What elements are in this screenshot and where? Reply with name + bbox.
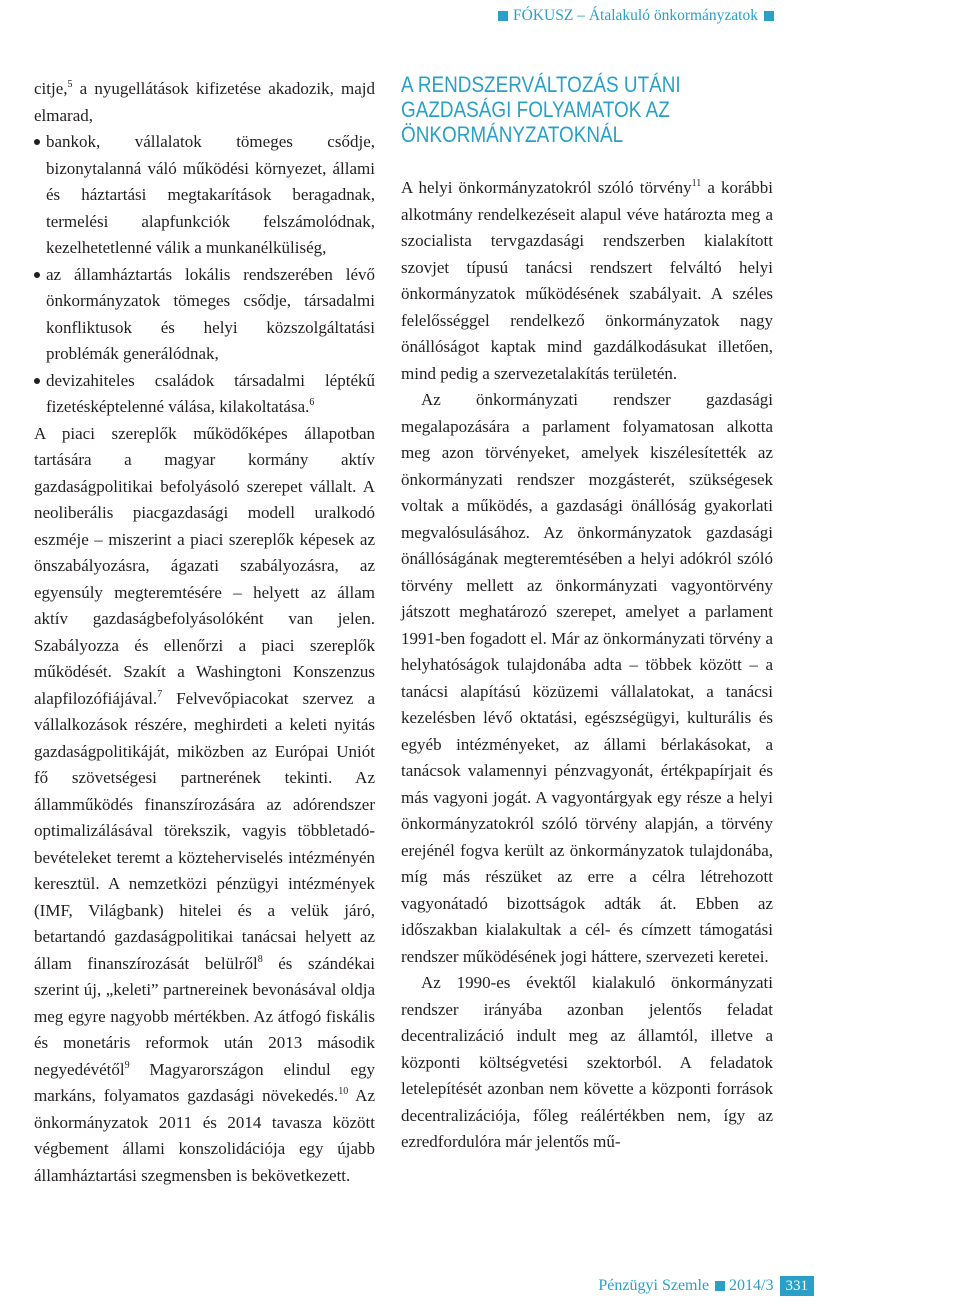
running-header — [498, 7, 774, 25]
bullet-list — [34, 129, 375, 421]
footnote-ref-5: 5 — [67, 79, 73, 90]
running-footer — [598, 1276, 814, 1296]
body-paragraph: Az 1990-es évektől kialakuló önkormányzati rendszer irányába azonban jelentős feladat decentralizáció indult meg az államtól, illetve a központi költségvetési szektorból. A feladatok letelepítését azonban nem követte a központi források decentralizációja, főleg reálértékben nem, így az ezredfordulóra már jelentős mű- — [401, 973, 773, 1151]
bullet-item — [34, 262, 375, 368]
bullet-text: devizahiteles családok társadalmi léptékű fizetésképtelenné válása, kilakoltatása. — [46, 370, 375, 416]
bullet-text: bankok, vállalatok tömeges csődje, bizonytalanná váló működési környezet, állami és háztartási megtakarítások beragadnak, termelési alapfunkciók felszámolódnak, kezelhetetlenné válik a munkanélküliség, — [46, 132, 375, 257]
intro-text: citje, — [34, 79, 68, 98]
bullet-text: az államháztartás lokális rendszerében lévő önkormányzatok tömeges csődje, társadalmi konfliktusok és helyi közszolgáltatási problémák generálódnak, — [46, 264, 375, 363]
square-bullet-icon — [498, 11, 508, 21]
paragraph-text: és szándékai szerint új, „keleti” partnereinek bevonásával oldja meg egyre nagyobb mértékben. Az átfogó fiskális és monetáris reformok után 2013 második negyedévétől — [34, 953, 375, 1079]
intro-paragraph — [34, 76, 375, 129]
body-paragraph — [401, 175, 773, 387]
paragraph-text: A piaci szereplők működőképes állapotban tartására a magyar kormány aktív gazdaságpolitikai befolyásoló szerepet vállalt. A neoliberális piacgazdasági modell uralkodó eszméje – miszerint a piaci szereplők képesek az önszabályozásra, ágazati szabályozásra, az egyensúly megteremtésére – helyett az állam aktív gazdaságbefolyásolóként van jelen. Szabályozza és ellenőrzi a piaci szereplők működését. Szakít a Washingtoni Konszenzus alapfilozófiájával. — [34, 423, 375, 708]
body-paragraph: Az önkormányzati rendszer gazdasági megalapozására a parlament folyamatosan alkotta meg azon törvényeket, amelyek kiszélesítették az önkormányzati rendszer mozgásterét, szükségesek voltak a működés, a gazdasági önállóság gyakorlati megvalósulásához. Az önkormányzatok gazdasági önállóságának megteremtésében a helyi adókról szóló törvény mellett az önkormányzati vagyontörvény játszott meghatározó szerepet, amelyet a parlament 1991-ben fogadott el. Már az önkormányzati törvény a helyhatóságok tulajdonába adta – többek között – a tanácsi alapítású közüzemi vállalatokat, a tanácsi kezelésben lévő oktatási, egészségügyi, kulturális és egyéb intézményeket, az állami bérlakásokat, a tanácsok valamennyi pénzvagyonát, értékpapírjait és más vagyoni jogát. A vagyontárgyak egy része a helyi önkormányzatokról szóló törvény alapján, a törvény erejénél fogva került az önkormányzatok tulajdonába, míg más részüket az erre a célra létrehozott vagyonátadó bizottságok adták át. Ebben az időszakban kialakultak a cél- és címzett támogatási rendszer működésének jogi háttere, szervezeti keretei. — [401, 390, 773, 966]
left-column — [34, 76, 375, 1189]
journal-name: Pénzügyi Szemle — [598, 1277, 710, 1294]
journal-issue: 2014/3 — [729, 1277, 774, 1294]
paragraph-text: Magyarországon elindul egy markáns, folyamatos gazdasági növekedés. — [34, 1059, 375, 1105]
intro-rest: a nyugellátások kifizetése akadozik, majd elmarad, — [34, 79, 375, 125]
body-paragraph — [34, 421, 375, 1190]
footnote-ref-6: 6 — [309, 397, 315, 408]
page-number: 331 — [780, 1276, 815, 1296]
header-section: FÓKUSZ — [513, 7, 574, 24]
square-bullet-icon — [715, 1281, 725, 1291]
footnote-ref-10: 10 — [338, 1086, 349, 1097]
footnote-ref-8: 8 — [257, 953, 263, 965]
header-separator: – — [573, 7, 589, 24]
paragraph-text: Felvevőpiacokat szervez a vállalkozások részére, meghirdeti a keleti nyitás gazdaságpolitikáját, miközben az Európai Uniót fő szövetségesi partnerének tekinti. Az államműködés finanszírozására az adórendszer optimalizálásával törekszik, vagyis többletadó-bevételeket teremt a közteherviselés intézményén keresztül. A nemzetközi pénzügyi intézmények (IMF, Világbank) hitelei és a velük járó, betartandó gazdaságpolitikai tanácsai helyett az állam finanszírozását belülről — [34, 688, 375, 973]
bullet-item — [34, 368, 375, 421]
paragraph-text: A helyi önkormányzatokról szóló törvény — [401, 178, 692, 197]
square-bullet-icon — [764, 11, 774, 21]
bullet-item — [34, 129, 375, 262]
header-title: Átalakuló önkormányzatok — [588, 7, 758, 24]
footnote-ref-9: 9 — [124, 1059, 130, 1071]
right-column — [401, 72, 773, 1156]
footnote-ref-7: 7 — [157, 688, 163, 700]
paragraph-text: Az önkormányzatok 2011 és 2014 tavasza között végbement állami konszolidációja egy újabb államháztartási szegmensben is bekövetkezett. — [34, 1086, 375, 1185]
paragraph-text: a korábbi alkotmány rendelkezéseit alapul véve határozta meg a szocialista tervgazdasági rendszerben kialakított szovjet típusú tanácsi rendszert felváltó helyi önkormányzatok működésének szabályait. A széles felelősséggel rendelkező önkormányzatok nagy önállóságot kaptak mind gazdálkodásukat illetően, mind pedig a szervezetalakítás területén. — [401, 178, 773, 383]
footnote-ref-11: 11 — [691, 178, 702, 189]
section-heading: A RENDSZERVÁLTOZÁS UTÁNI GAZDASÁGI FOLYAMATOK AZ ÖNKORMÁNYZATOKNÁL — [401, 72, 681, 147]
